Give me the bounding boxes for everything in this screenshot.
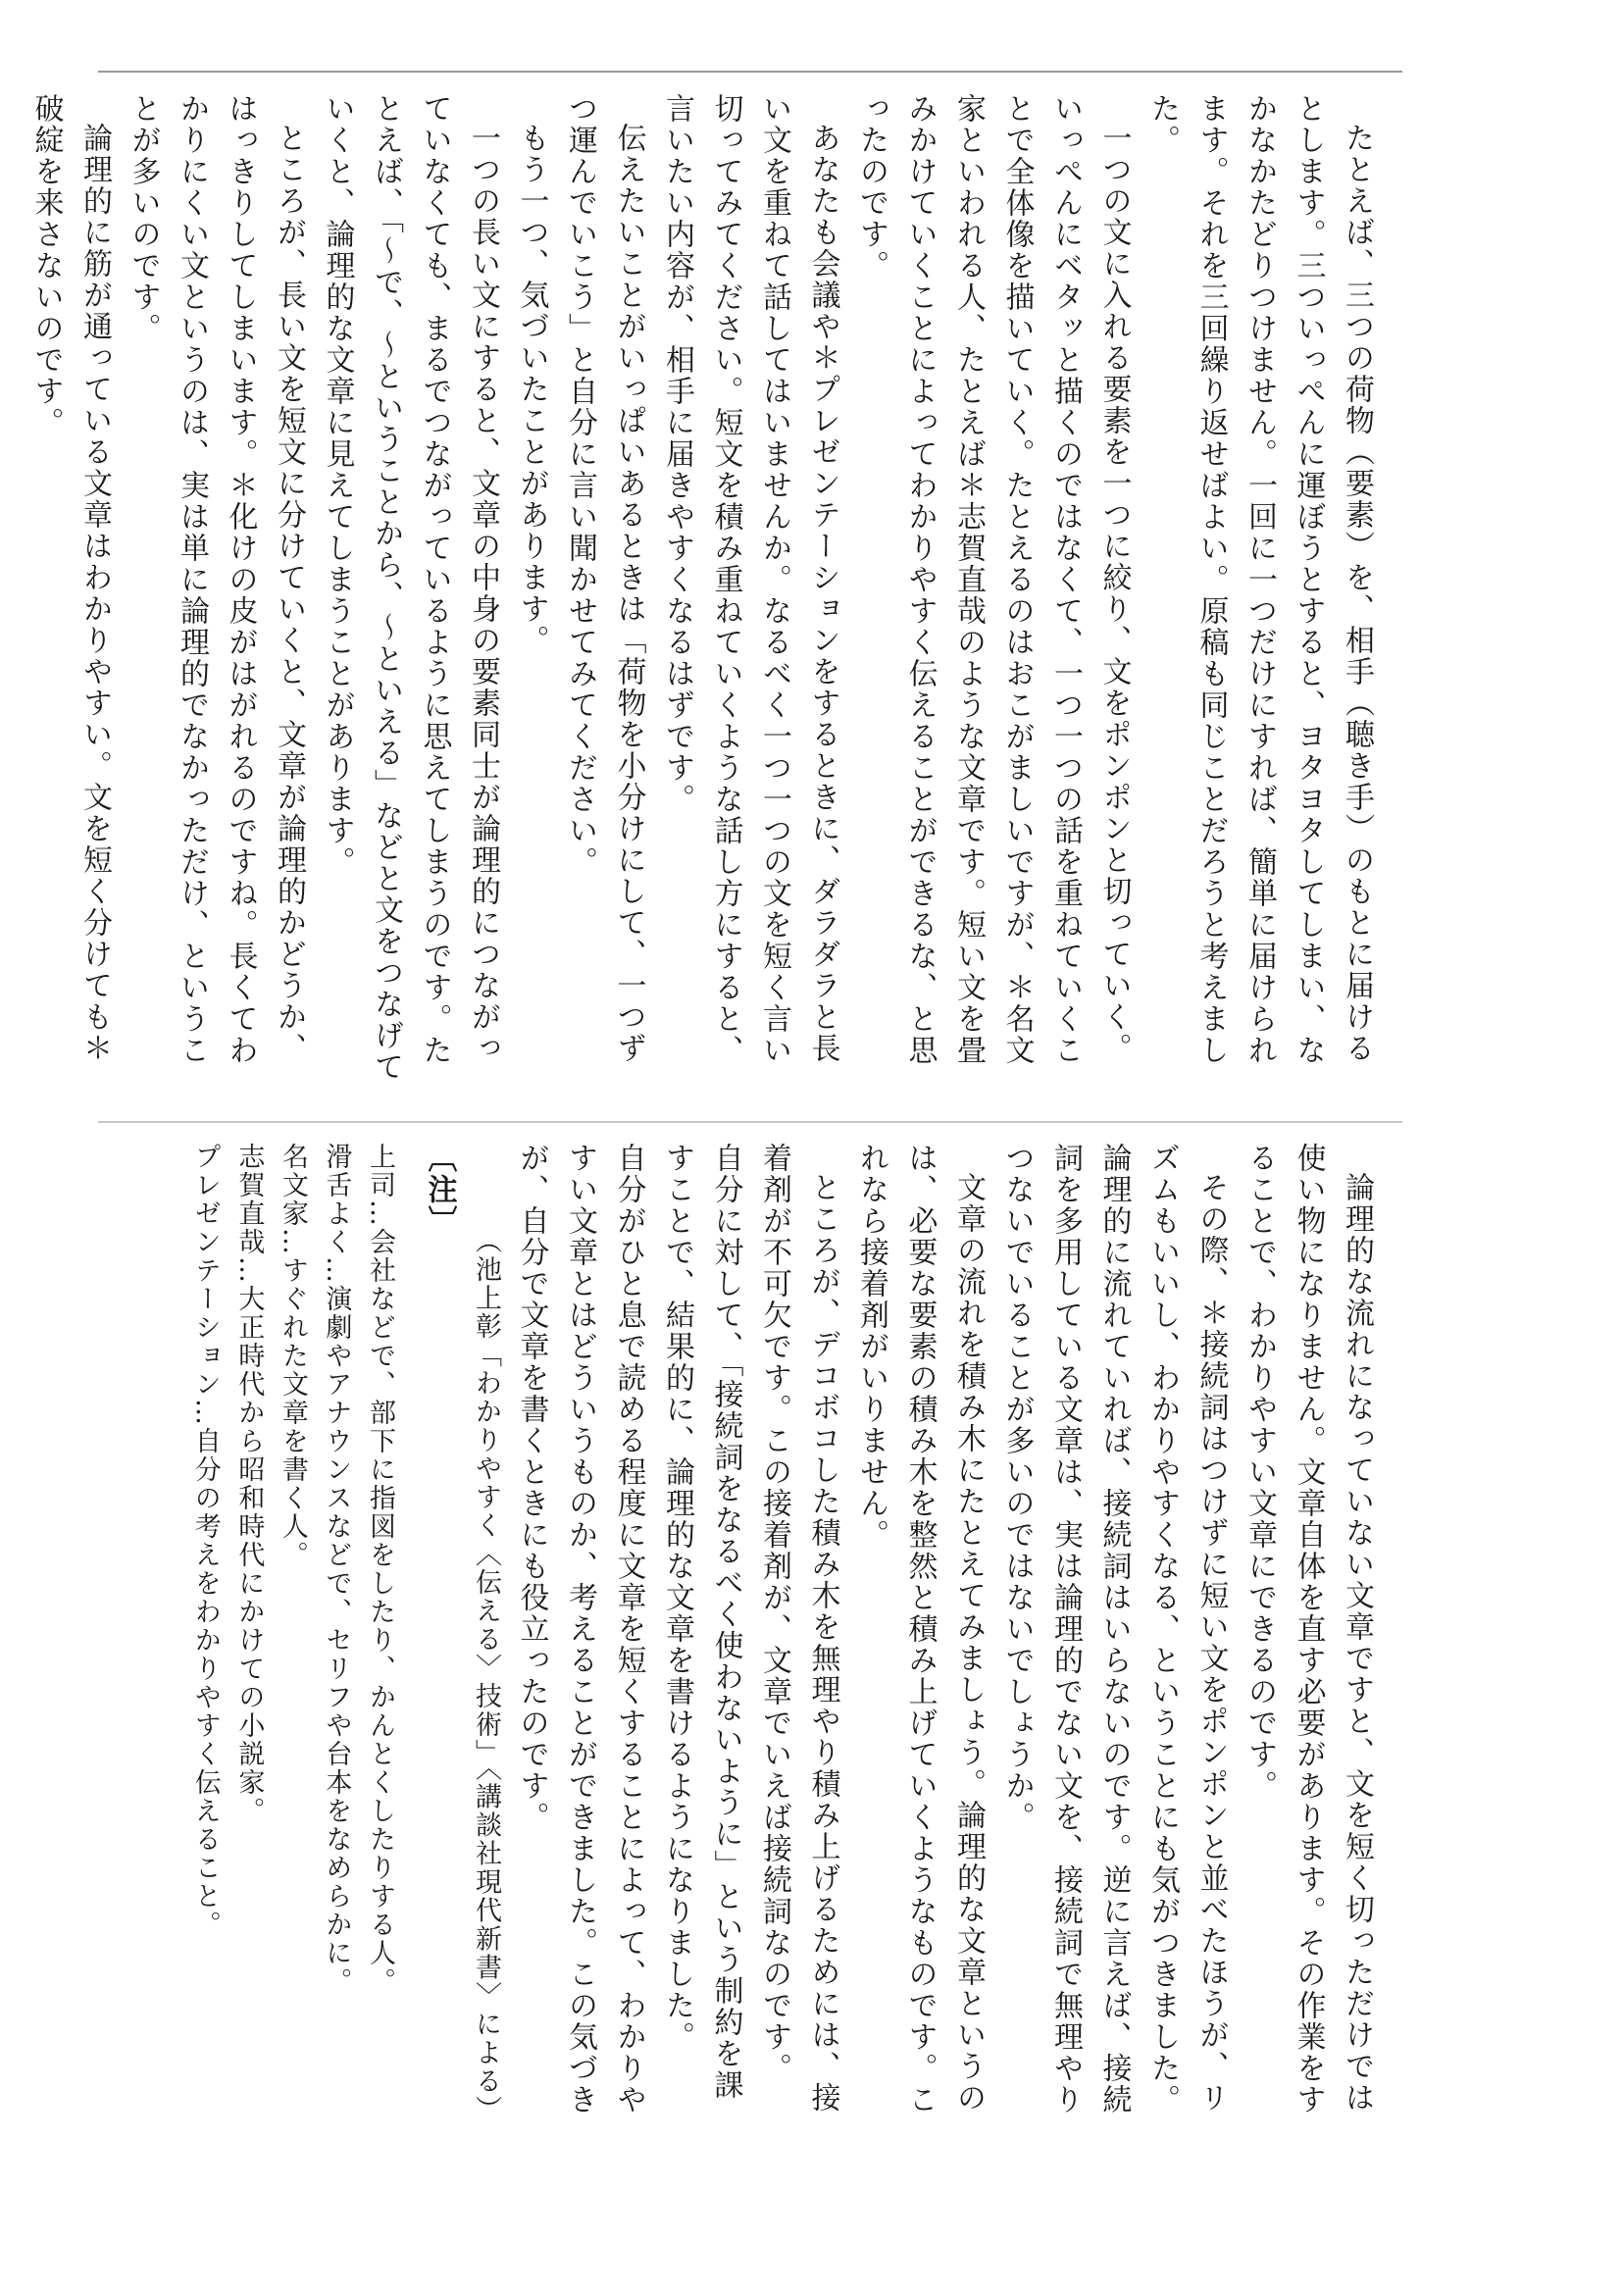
body-paragraph: あなたも会議や＊プレゼンテーションをするときに、ダラダラと長い文を重ねて話してはいませんか。なるべく一つ一つの文を短く言い切ってみてください。短文を積み重ねていくような話し方にすると、言いたい内容が、相手に届きやすくなるはずです。 bbox=[660, 93, 840, 1066]
body-paragraph: たとえば、三つの荷物（要素）を、相手（聴き手）のもとに届けるとします。三ついっぺんに運ぼうとすると、ヨタヨタしてしまい、なかなかたどりつけません。一回に一つだけにすれば、簡単に届けられます。それを三回繰り返せばよい。原稿も同じことだろうと考えました。 bbox=[1145, 93, 1374, 1066]
note-item: 上司…会社などで、部下に指図をしたり、かんとくしたりする人。 bbox=[364, 1143, 395, 1996]
middle-divider-rule bbox=[98, 1121, 1402, 1123]
source-citation: （池上彰「わかりやすく〈伝える〉技術」〈講談社現代新書〉による） bbox=[471, 1226, 501, 2123]
top-divider-rule bbox=[98, 71, 1402, 73]
upper-text-block bbox=[28, 93, 1381, 1089]
body-paragraph: 文章の流れを積み木にたとえてみましょう。論理的な文章というのは、必要な要素の積み木を整然と積み上げていくようなものです。これなら接着剤がいりません。 bbox=[854, 1143, 986, 2116]
body-paragraph: ところが、長い文を短文に分けていくと、文章が論理的かどうか、はっきりしてしまいます。＊化けの皮がはがれるのですね。長くてわかりにくい文というのは、実は単に論理的でなかっただけ、ということが多いのです。 bbox=[126, 93, 306, 1066]
body-paragraph: ところが、デコボコした積み木を無理やり積み上げるためには、接着剤が不可欠です。この接着剤が、文章でいえば接続詞なのです。 bbox=[757, 1143, 840, 2114]
body-paragraph: 一つの長い文にすると、文章の中身の要素同士が論理的につながっていなくても、まるでつながっているように思えてしまうのです。たとえば、「〜で、〜ということから、〜といえる」などと文をつなげていくと、論理的な文章に見えてしまうことがあります。 bbox=[320, 93, 500, 1083]
body-paragraph: その際、＊接続詞はつけずに短い文をポンポンと並べたほうが、リズムもいいし、わかりやすくなる、ということにも気がつきました。論理的に流れていれば、接続詞はいらないのです。逆に言えば、接続詞を多用している文章は、実は論理的でない文を、接続詞で無理やりつないでいることが多いのではないでしょうか。 bbox=[999, 1143, 1229, 2116]
body-paragraph: 論理的に筋が通っている文章はわかりやすい。文を短く分けても＊破綻を来さないのです。 bbox=[28, 93, 112, 1064]
lower-text-block bbox=[106, 1143, 1381, 2123]
body-paragraph: 自分に対して、「接続詞をなるべく使わないように」という制約を課すことで、結果的に、論理的な文章を書けるようになりました。 bbox=[660, 1143, 743, 2101]
body-paragraph: 一つの文に入れる要素を一つに絞り、文をポンポンと切っていく。いっぺんにベタッと描くのではなくて、一つ一つの話を重ねていくことで全体像を描いていく。たとえるのはおこがましいですが、＊名文家といわれる人、たとえば＊志賀直哉のような文章です。短い文を畳みかけていくことによってわかりやすく伝えることができるな、と思ったのです。 bbox=[854, 93, 1132, 1066]
note-item: 滑舌よく…演劇やアナウンスなどで、セリフや台本をなめらかに。 bbox=[321, 1143, 352, 1996]
note-item: 志賀直哉…大正時代から昭和時代にかけての小説家。 bbox=[233, 1143, 265, 1825]
body-paragraph: 論理的な流れになっていない文章ですと、文を短く切っただけでは使い物になりません。文章自体を直す必要があります。その作業をすることで、わかりやすい文章にできるのです。 bbox=[1243, 1143, 1374, 2116]
body-paragraph: もう一つ、気づいたことがあります。 bbox=[514, 123, 549, 656]
body-paragraph: 自分がひと息で読める程度に文章を短くすることによって、わかりやすい文章とはどういうものか、考えることができました。この気づきが、自分で文章を書くときにも役立ったのです。 bbox=[514, 1143, 646, 2116]
notes-heading: 〔注〕 bbox=[422, 1143, 457, 1237]
note-item: プレゼンテーション…自分の考えをわかりやすく伝えること。 bbox=[189, 1143, 221, 1939]
note-item: 名文家…すぐれた文章を書く人。 bbox=[277, 1143, 308, 1569]
body-paragraph: 伝えたいことがいっぱいあるときは「荷物を小分けにして、一つずつ運んでいこう」と自分に言い聞かせてみてください。 bbox=[563, 93, 646, 1064]
